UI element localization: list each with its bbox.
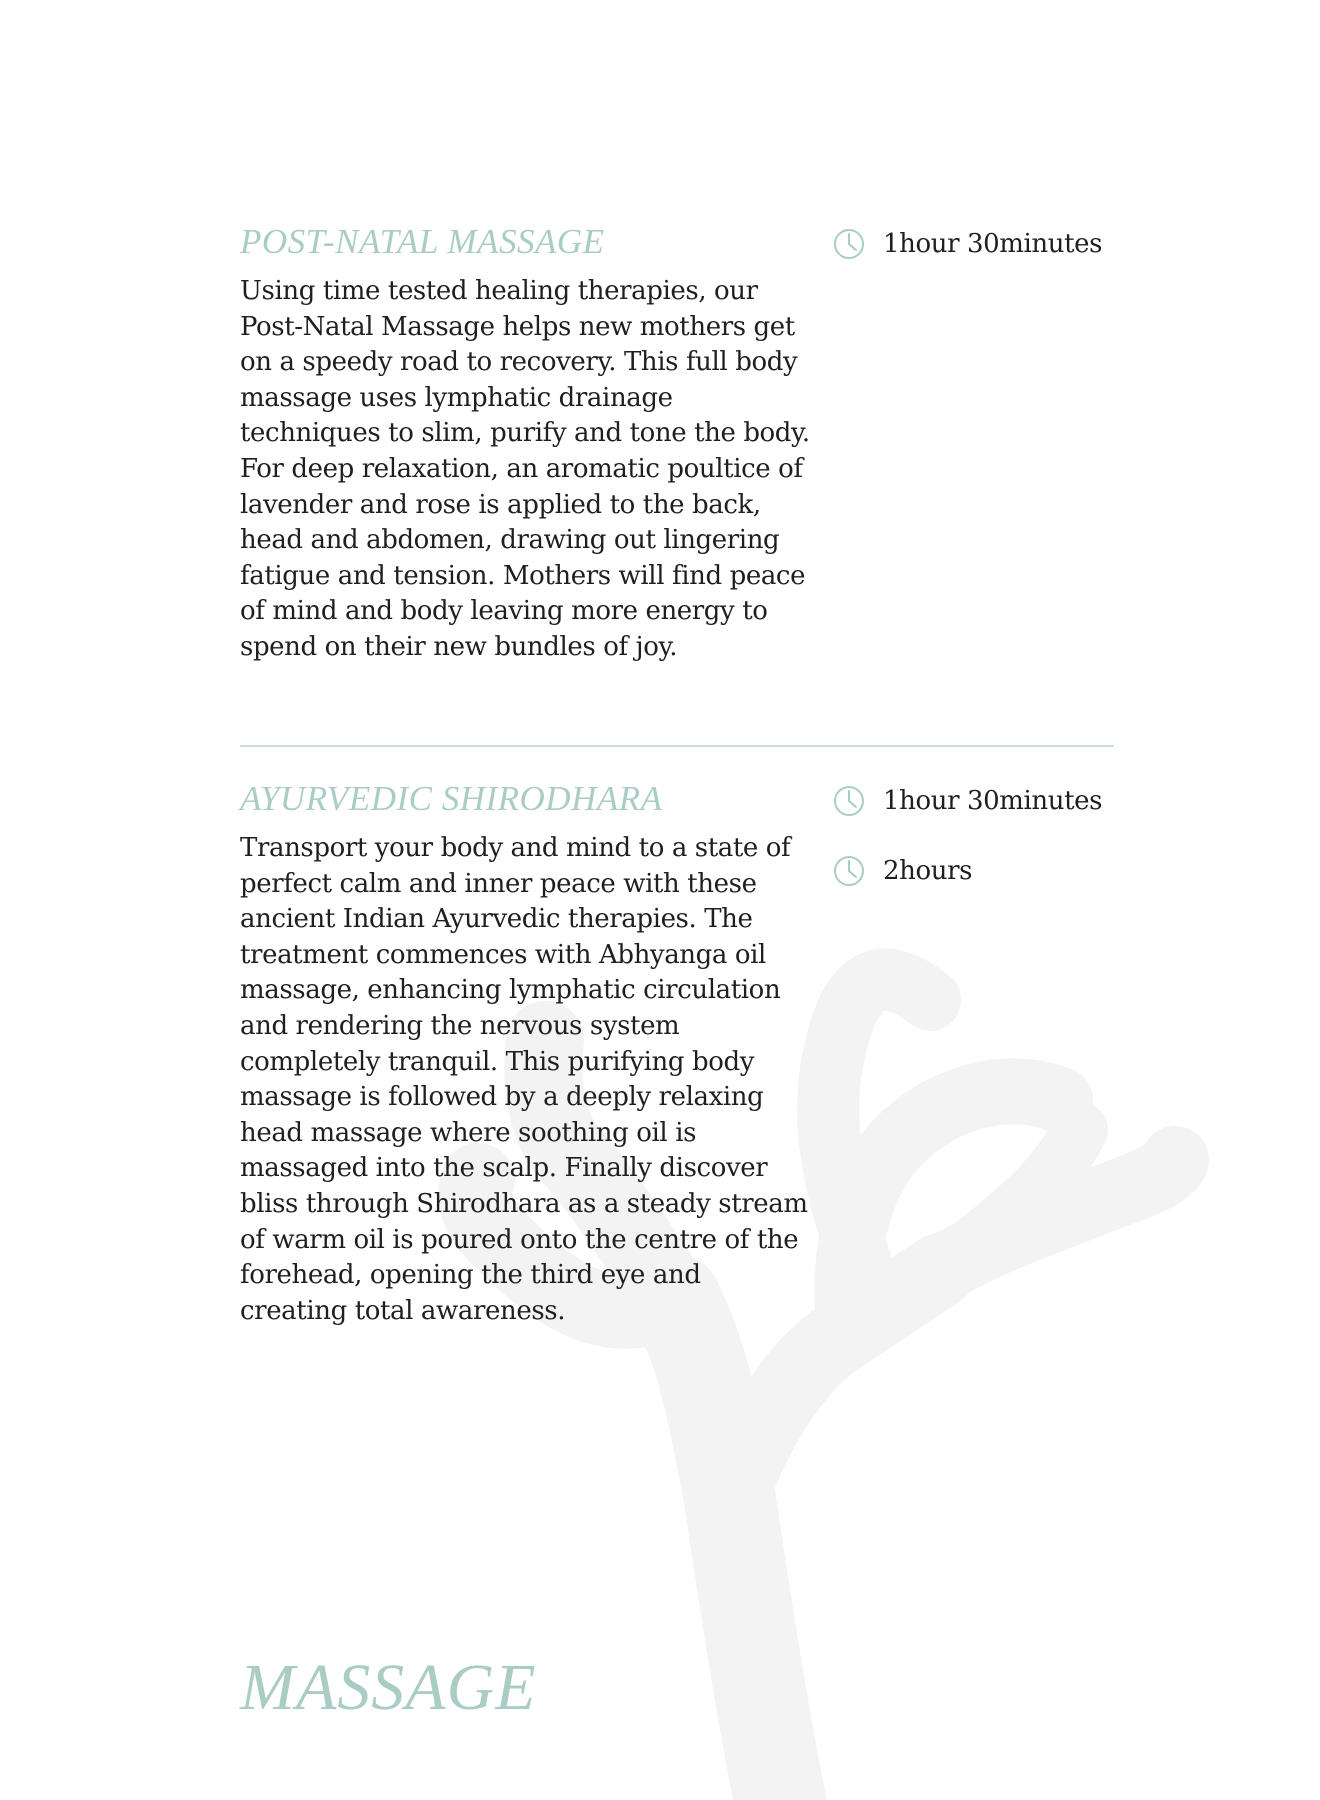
category-title: MASSAGE <box>240 1651 537 1724</box>
duration-item <box>833 783 1102 819</box>
treatment-description: Using time tested healing therapies, our Post-Natal Massage helps new mothers get on a speedy road to recovery. This full body massage uses lymphatic drainage techniques to slim, purify and tone the body. For deep relaxation, an aromatic poultice of lavender and rose is applied to the back, head and abdomen, drawing out lingering fatigue and tension. Mothers will find peace of mind and body leaving more energy to spend on their new bundles of joy. <box>240 276 810 662</box>
treatment-title: AYURVEDIC SHIRODHARA <box>240 779 663 818</box>
clock-icon <box>833 855 865 887</box>
duration-item <box>833 853 972 889</box>
treatment-description: Transport your body and mind to a state of perfect calm and inner peace with these ancient Indian Ayurvedic therapies. The treatment commences with Abhyanga oil massage, enhancing lymphatic circulation and rendering the nervous system completely tranquil. This purifying body massage is followed by a deeply relaxing head massage where soothing oil is massaged into the scalp. Finally discover bliss through Shirodhara as a steady stream of warm oil is poured onto the centre of the forehead, opening the third eye and creating total awareness. <box>240 833 808 1326</box>
section-divider <box>240 745 1114 747</box>
clock-icon <box>833 785 865 817</box>
duration-text: 1hour 30minutes <box>883 786 1103 816</box>
duration-text: 2hours <box>883 856 973 886</box>
treatment-title: POST-NATAL MASSAGE <box>240 222 605 261</box>
clock-icon <box>833 228 865 260</box>
duration-item <box>833 226 1102 262</box>
duration-text: 1hour 30minutes <box>883 229 1103 259</box>
